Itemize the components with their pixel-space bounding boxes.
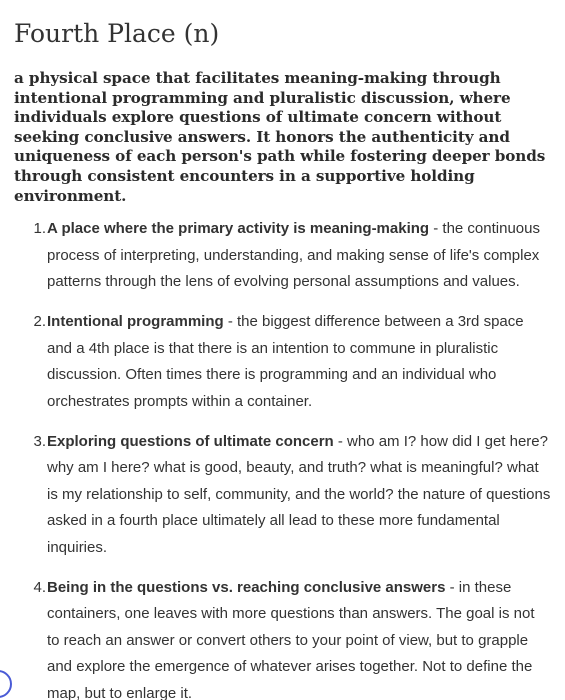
list-item-text: - in these containers, one leaves with more questions than answers. The goal is not to reach an answer or convert others to your point of view, but to grapple and explore the emergence of whatever arises together. Not to define the map, but to enlarge it. xyxy=(47,579,535,700)
list-item-number: 1. xyxy=(33,220,46,238)
definition-paragraph: a physical space that facilitates meaning-making through intentional programming and pluralistic discussion, where individuals explore questions of ultimate concern without seeking conclusive answers. It honors the authenticity and uniqueness of each person's path while fostering deeper bonds through consistent encounters in a supportive holding environment. xyxy=(14,69,546,205)
list-item-body xyxy=(46,429,551,561)
list-item-number: 2. xyxy=(33,313,46,331)
list-item-number: 3. xyxy=(33,433,46,450)
list-item-body xyxy=(46,216,551,295)
list-item-term: Intentional programming xyxy=(47,313,224,331)
list-item-text: - who am I? how did I get here? why am I here? what is good, beauty, and truth? what is meaningful? what is my relationship to self, community, and the world? the nature of questions asked in a fourth place ultimately all lead to these more fundamental inquiries. xyxy=(47,433,551,556)
list-item xyxy=(14,309,551,415)
list-item-text: - the biggest difference between a 3rd space and a 4th place is that there is an intention to commune in pluralistic discussion. Often times there is programming and an individual who orchestrates prompts within a container. xyxy=(47,313,524,410)
list-item-term: Being in the questions vs. reaching conclusive answers xyxy=(47,579,446,597)
list-item-text: - the continuous process of interpreting, understanding, and making sense of life's complex patterns through the lens of evolving personal assumptions and values. xyxy=(47,220,540,290)
numbered-list xyxy=(14,216,551,700)
list-item xyxy=(14,429,551,561)
page-title: Fourth Place (n) xyxy=(14,19,220,48)
list-item xyxy=(14,575,551,700)
list-item xyxy=(14,216,551,295)
list-item-body xyxy=(46,575,551,700)
list-item-body xyxy=(46,309,551,415)
list-item-term: A place where the primary activity is meaning-making xyxy=(47,220,430,238)
list-item-number: 4. xyxy=(33,579,46,597)
list-item-term: Exploring questions of ultimate concern xyxy=(47,433,334,450)
